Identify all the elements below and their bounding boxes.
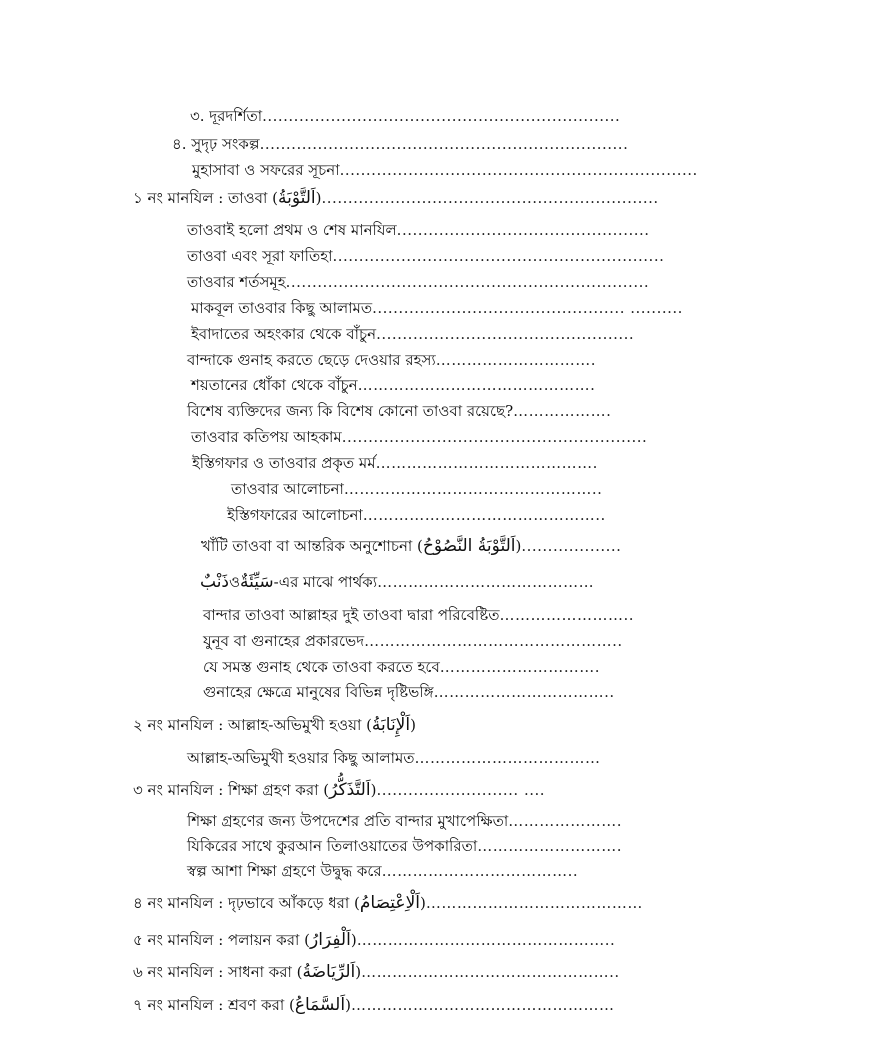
toc-entry[interactable]: [187, 861, 657, 881]
toc-leader-dots: ………………………….: [435, 351, 596, 369]
toc-entry-title: শয়তানের ধোঁকা থেকে বাঁচুন: [191, 376, 358, 394]
toc-entry-title: মাকবূল তাওবার কিছু আলামত: [191, 299, 373, 317]
toc-leader-dots: ........................... ....: [376, 781, 546, 799]
toc-leader-dots: ................................................ ..........: [372, 299, 683, 317]
toc-leader-dots: ……………….: [513, 402, 612, 420]
toc-chapter-entry[interactable]: [133, 715, 453, 735]
toc-leader-dots: …………………………………………..: [343, 480, 603, 498]
toc-entry-title: ইস্তিগফার ও তাওবার প্রকৃত মর্ম: [192, 454, 376, 472]
toc-entry[interactable]: [187, 246, 665, 266]
toc-entry[interactable]: [231, 479, 645, 499]
toc-leader-dots: ................................................................: [321, 189, 659, 207]
toc-entry[interactable]: [191, 324, 655, 344]
toc-leader-dots: ..........................................................: [341, 428, 648, 446]
toc-leader-dots: …………………………………………..: [361, 963, 620, 981]
toc-entry-title: ৩ নং মানযিল : শিক্ষা গ্রহণ করা (: [133, 781, 330, 799]
toc-leader-dots: ....................................................................: [262, 107, 621, 125]
toc-leader-dots: ……………………..: [499, 606, 635, 624]
toc-entry-title: তাওবার কতিপয় আহকাম: [191, 428, 342, 446]
toc-leader-dots: ................................................: [396, 221, 650, 239]
toc-entry[interactable]: [200, 572, 670, 592]
toc-entry[interactable]: [192, 453, 650, 473]
toc-entry-title: ১ নং মানযিল : তাওবা (: [133, 189, 278, 207]
toc-entry-title: ৪ নং মানযিল : দৃঢ়ভাবে আঁকড়ে ধরা (: [133, 894, 360, 912]
toc-chapter-entry[interactable]: [133, 995, 641, 1015]
toc-entry[interactable]: [187, 836, 657, 856]
toc-entry[interactable]: [187, 748, 662, 768]
toc-entry-title: ৭ নং মানযিল : শ্রবণ করা (: [133, 996, 295, 1014]
toc-entry-title: তাওবাই হলো প্রথম ও শেষ মানযিল: [187, 221, 397, 239]
toc-entry-title: ৫ নং মানযিল : পলায়ন করা (: [133, 931, 310, 949]
toc-entry-title: ৬ নং মানযিল : সাধনা করা (: [133, 963, 303, 981]
toc-entry-title: শিক্ষা গ্রহণের জন্য উপদেশের প্রতি বান্দার মুখাপেক্ষিতা: [187, 812, 509, 830]
toc-entry[interactable]: [203, 605, 667, 625]
toc-entry[interactable]: [172, 134, 642, 154]
toc-leader-dots: ………………………………..: [381, 862, 579, 880]
toc-leader-dots: ......................................................................: [259, 135, 629, 153]
toc-entry[interactable]: [192, 160, 698, 180]
toc-entry-title-suffix: ): [355, 963, 362, 981]
toc-entry-title-suffix: ): [515, 537, 522, 555]
toc-entry-title: তাওবার শর্তসমূহ: [187, 273, 286, 291]
toc-entry-title: ইস্তিগফারের আলোচনা: [227, 506, 363, 524]
toc-entry-title: গুনাহের ক্ষেত্রে মানুষের বিভিন্ন দৃষ্টিভঙ্গি: [203, 683, 434, 701]
toc-entry[interactable]: [187, 401, 652, 421]
toc-leader-dots: …………………………………….: [375, 454, 598, 472]
toc-leader-dots: ……………………………………….: [357, 376, 596, 394]
toc-entry-title-suffix: ): [370, 781, 377, 799]
arabic-term: ذَنْبٌ: [200, 572, 229, 592]
toc-chapter-entry[interactable]: [133, 962, 659, 982]
toc-leader-dots: …………………………………………..: [356, 931, 616, 949]
toc-entry-title: যুনূব বা গুনাহের প্রকারভেদ: [203, 632, 365, 650]
toc-entry-title: যে সমস্ত গুনাহ থেকে তাওবা করতে হবে: [203, 658, 440, 676]
toc-entry-title: ২ নং মানযিল : আল্লাহ-অভিমুখী হওয়া (: [133, 716, 372, 734]
toc-entry-title: ৪. সুদৃঢ় সংকল্প: [172, 135, 260, 153]
arabic-term: اَلْفِرَارُ: [310, 930, 351, 950]
toc-entry[interactable]: [191, 298, 683, 318]
toc-entry[interactable]: [201, 536, 671, 556]
toc-entry-title: যিকিরের সাথে কুরআন তিলাওয়াতের উপকারিতা: [187, 837, 478, 855]
arabic-term: اَلتَّوْبَةُ: [277, 188, 316, 208]
toc-entry-conjunction: ও: [229, 573, 241, 591]
toc-entry-title-suffix: ): [410, 716, 416, 734]
toc-entry-title: তাওবার আলোচনা: [231, 480, 344, 498]
toc-entry-title: তাওবা এবং সূরা ফাতিহা: [187, 247, 333, 265]
toc-entry[interactable]: [203, 631, 668, 651]
toc-chapter-entry[interactable]: [133, 188, 659, 208]
toc-leader-dots: ……………………………………………: [350, 996, 615, 1014]
toc-entry-title: ৩. দূরদর্শিতা: [190, 107, 263, 125]
toc-entry[interactable]: [191, 427, 656, 447]
toc-entry[interactable]: [203, 682, 675, 702]
toc-entry[interactable]: [187, 811, 659, 831]
toc-leader-dots: ………………………………: [414, 749, 601, 767]
toc-leader-dots: ……………………….: [477, 837, 622, 855]
arabic-term: اَلسَّمَاعُ: [294, 995, 346, 1015]
arabic-term: اَلتَّذَكُّرُ: [329, 780, 371, 800]
toc-entry-title: আল্লাহ-অভিমুখী হওয়ার কিছু আলামত: [187, 749, 415, 767]
toc-leader-dots: ……………………………..: [433, 683, 615, 701]
toc-entry-title-suffix: -এর মাঝে পার্থক্য: [273, 573, 378, 591]
toc-entry[interactable]: [190, 106, 621, 126]
toc-leader-dots: ………………………….: [439, 658, 601, 676]
toc-leader-dots: ………………………………………..: [362, 506, 606, 524]
toc-entry-title: বিশেষ ব্যক্তিদের জন্য কি বিশেষ কোনো তাওবা রয়েছে?: [187, 402, 514, 420]
toc-entry[interactable]: [191, 375, 651, 395]
toc-leader-dots: ...................: [521, 537, 622, 555]
toc-leader-dots: .................................................: [376, 325, 635, 343]
toc-entry-title: ইবাদাতের অহংকার থেকে বাঁচুন: [191, 325, 377, 343]
toc-leader-dots: ……………………………………: [377, 573, 595, 591]
toc-entry-title: স্বল্প আশা শিক্ষা গ্রহণে উদ্বুদ্ধ করে: [187, 862, 382, 880]
toc-entry[interactable]: [187, 272, 655, 292]
toc-entry-title-suffix: ): [420, 894, 426, 912]
toc-leader-dots: ………………….: [508, 812, 623, 830]
toc-leader-dots: ...............................................................: [332, 247, 665, 265]
toc-entry-title: বান্দাকে গুনাহ করতে ছেড়ে দেওয়ার রহস্য: [187, 351, 436, 369]
toc-entry-title-suffix: ): [350, 931, 357, 949]
arabic-term: اَلْاِعْتِصَامُ: [359, 893, 420, 913]
toc-chapter-entry[interactable]: [133, 893, 658, 913]
toc-leader-dots: ....................................................................: [339, 161, 698, 179]
toc-entry-title: খাঁটি তাওবা বা আন্তরিক অনুশোচনা (: [201, 537, 423, 555]
toc-leader-dots: .....................................................................: [285, 273, 650, 291]
toc-entry-title-suffix: ): [315, 189, 322, 207]
toc-entry-title: বান্দার তাওবা আল্লাহর দুই তাওবা দ্বারা পরিবেষ্টিত: [203, 606, 500, 624]
toc-entry-title-suffix: ): [345, 996, 351, 1014]
arabic-term: اَلْإِنَابَةُ: [371, 715, 411, 735]
arabic-term: سَيِّئَةٌ: [240, 572, 274, 592]
arabic-term: اَلرِّيَاضَةُ: [302, 962, 356, 982]
toc-entry[interactable]: [187, 350, 651, 370]
toc-leader-dots: …………………………………………..: [364, 632, 623, 650]
toc-chapter-entry[interactable]: [133, 930, 653, 950]
toc-entry[interactable]: [187, 220, 655, 240]
toc-entry[interactable]: [203, 657, 653, 677]
toc-leader-dots: ……………………………………: [425, 894, 643, 912]
toc-entry[interactable]: [227, 505, 639, 525]
toc-entry-title: মুহাসাবা ও সফরের সূচনা: [192, 161, 340, 179]
toc-chapter-entry[interactable]: [133, 780, 593, 800]
arabic-term: اَلتَّوْبَةُ النَّصُوْحُ: [422, 536, 516, 556]
